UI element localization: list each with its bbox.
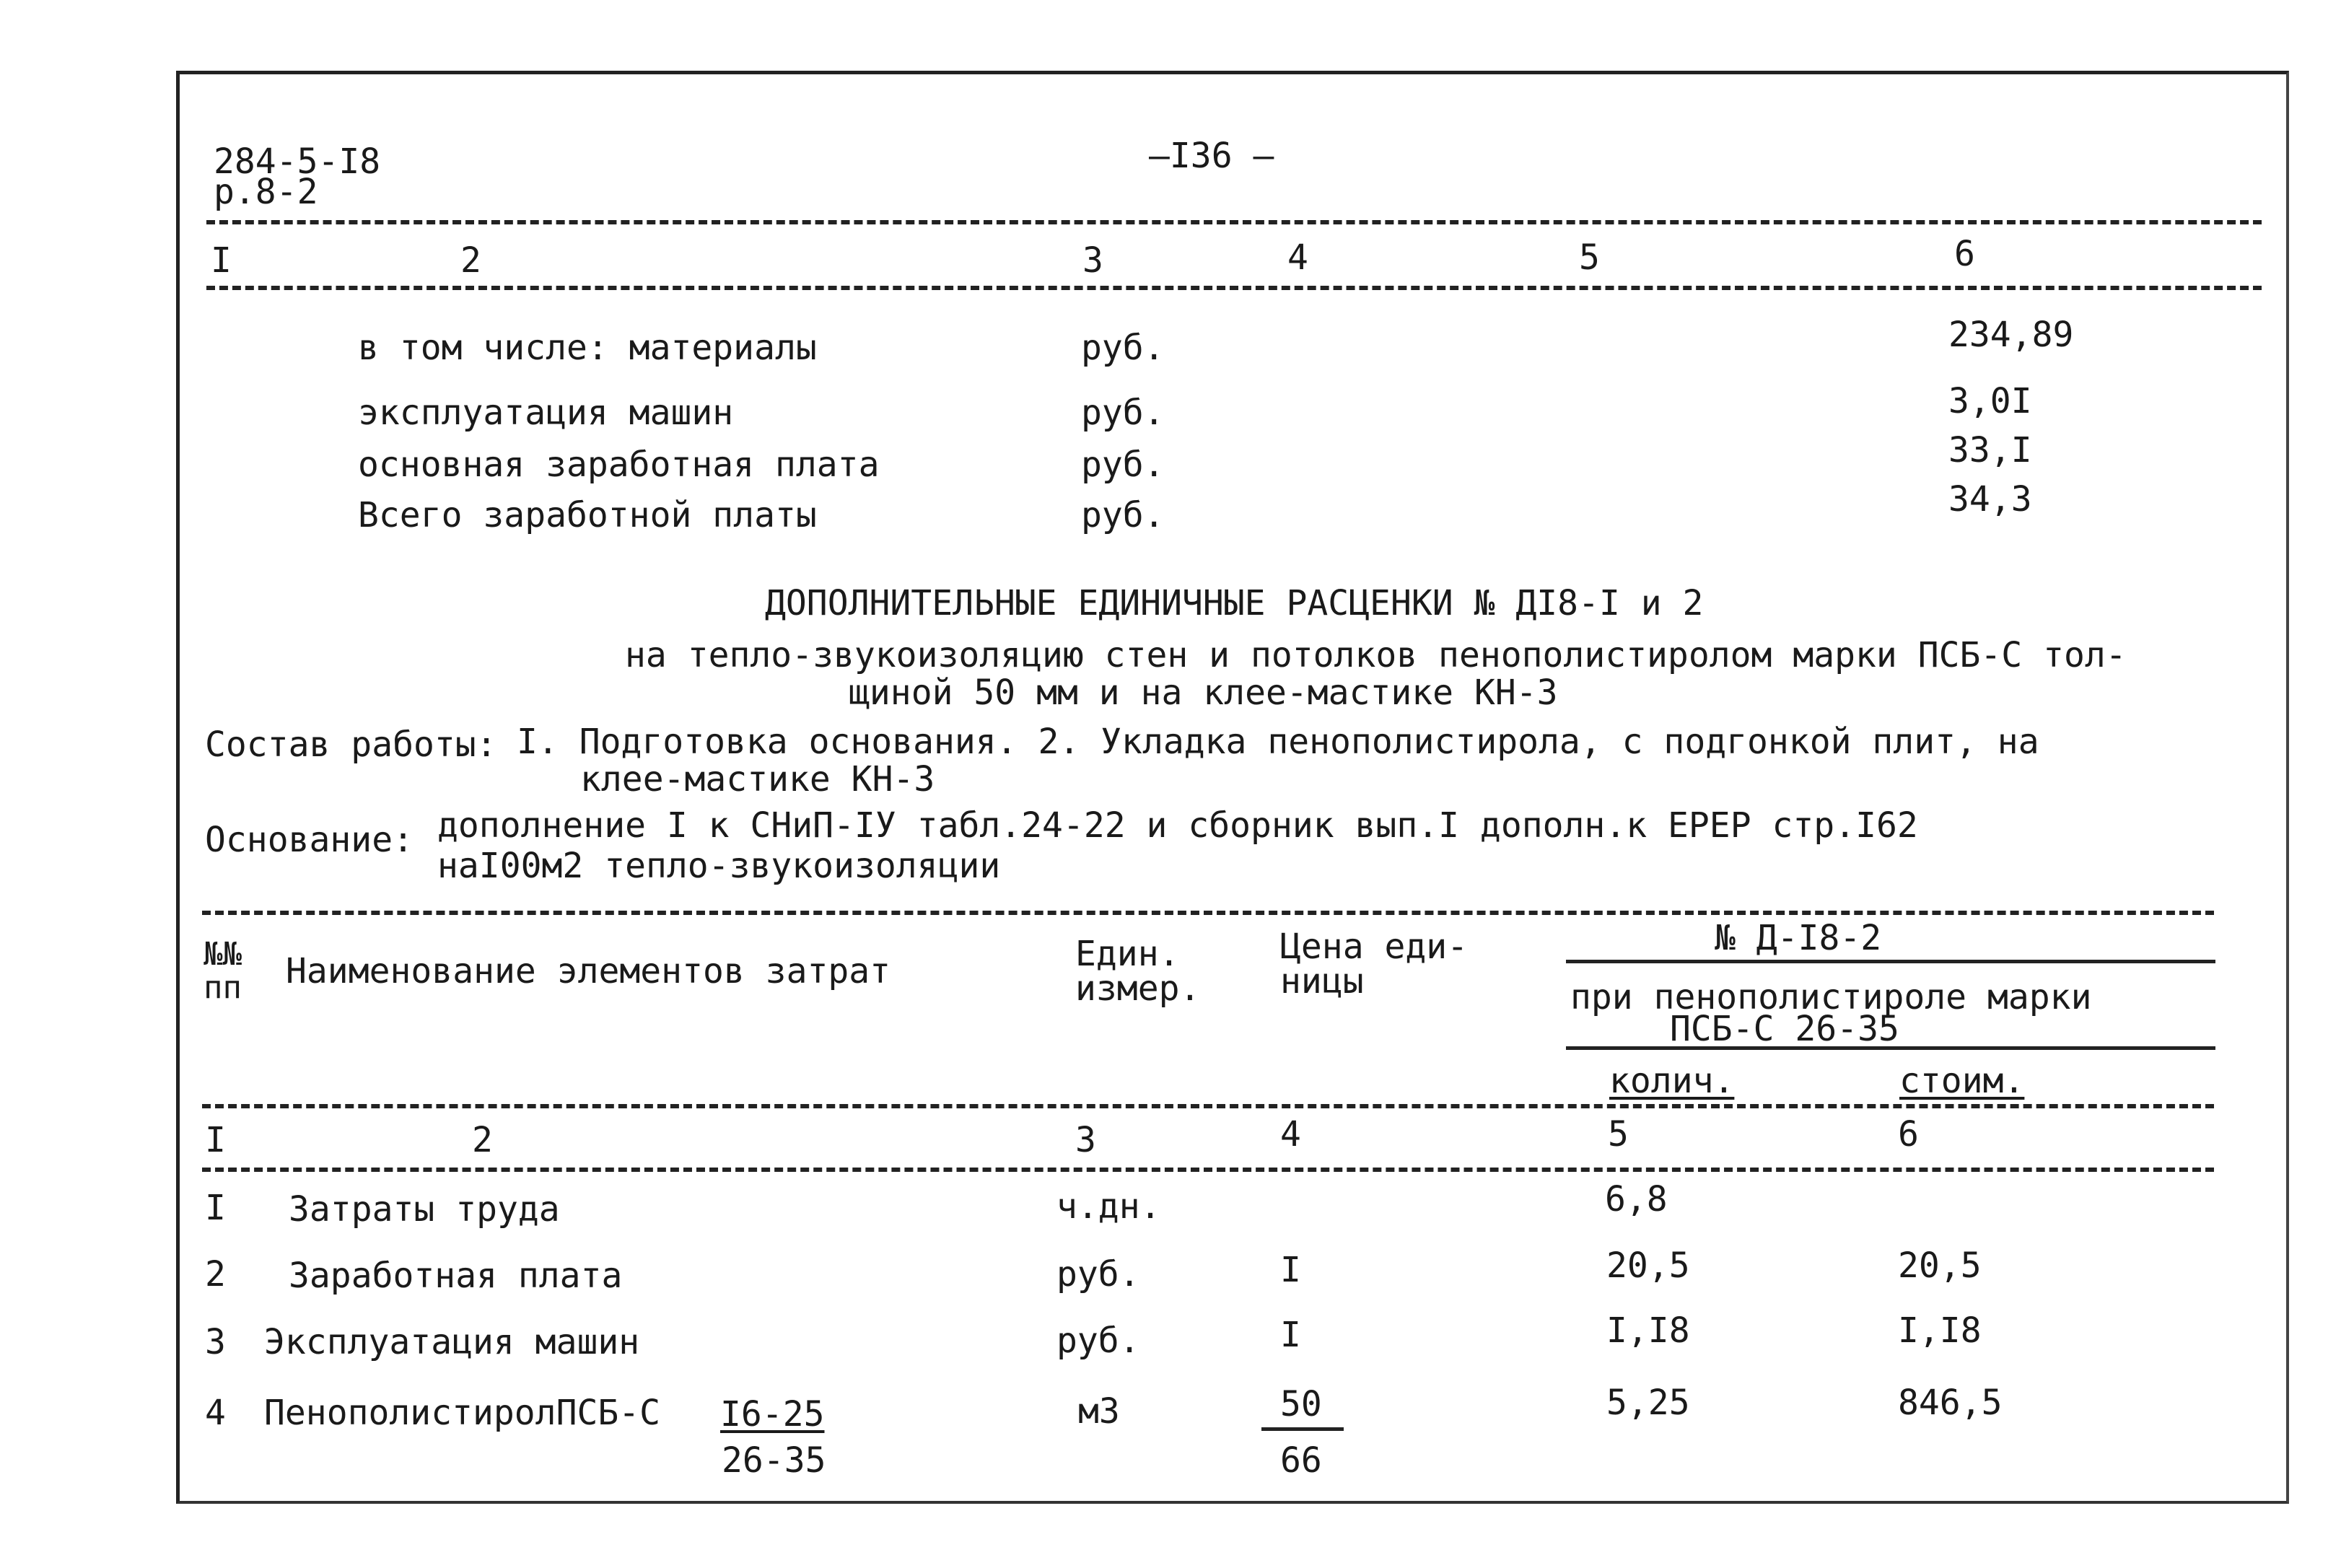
doc-code: 284-5-I8 bbox=[214, 141, 381, 182]
summary-unit: руб. bbox=[1081, 393, 1165, 433]
header-num: №№ пп bbox=[204, 936, 242, 1007]
summary-label: основная заработная плата bbox=[358, 444, 880, 485]
row-cost: I,I8 bbox=[1898, 1310, 1982, 1351]
col-number: I bbox=[211, 240, 232, 281]
header-cost: стоим. bbox=[1899, 1061, 2025, 1101]
work-text: клее-мастике КН-3 bbox=[580, 759, 935, 800]
section-subtitle: щиной 50 мм и на клее-мастике КН-3 bbox=[849, 673, 1558, 713]
work-label: Состав работы: bbox=[205, 724, 497, 765]
col-number: 2 bbox=[460, 240, 481, 281]
summary-label: Всего заработной платы bbox=[358, 495, 817, 535]
row-price-top: 50 bbox=[1280, 1384, 1322, 1424]
col-number: 3 bbox=[1075, 1120, 1096, 1160]
header-qty: колич. bbox=[1609, 1061, 1735, 1101]
row-unit: руб. bbox=[1056, 1254, 1140, 1295]
col-number: 5 bbox=[1579, 237, 1600, 278]
col-number: 4 bbox=[1280, 1114, 1301, 1155]
table-colnum-rule bbox=[202, 1168, 2214, 1172]
header-group: № Д-I8-2 bbox=[1715, 918, 1882, 958]
row-qty: I,I8 bbox=[1606, 1310, 1690, 1351]
price-fraction-rule bbox=[1261, 1427, 1344, 1431]
row-qty: 5,25 bbox=[1606, 1383, 1690, 1423]
basis-text: наI00м2 тепло-звукоизоляции bbox=[437, 846, 1001, 886]
header-unit: измер. bbox=[1075, 968, 1201, 1009]
row-qty: 6,8 bbox=[1605, 1179, 1668, 1219]
row-price: I bbox=[1280, 1315, 1301, 1355]
row-number: 2 bbox=[205, 1254, 226, 1295]
col-number: 5 bbox=[1608, 1114, 1629, 1155]
col-number: 3 bbox=[1082, 240, 1103, 281]
summary-unit: руб. bbox=[1081, 495, 1165, 535]
header-unit: Един. bbox=[1075, 934, 1180, 974]
summary-unit: руб. bbox=[1081, 444, 1165, 485]
row-name: ПенополистиролПСБ-С bbox=[264, 1393, 661, 1433]
row-unit: ч.дн. bbox=[1056, 1186, 1161, 1227]
header-subgroup: ПСБ-С 26-35 bbox=[1670, 1009, 1899, 1049]
section-subtitle: на тепло-звукоизоляцию стен и потолков пенополистиролом марки ПСБ-С тол- bbox=[625, 635, 2127, 675]
page-number: —I36 — bbox=[1149, 136, 1274, 176]
summary-label: в том числе: материалы bbox=[358, 328, 817, 368]
row-number: 4 bbox=[205, 1393, 226, 1433]
row-cost: 846,5 bbox=[1898, 1383, 2003, 1423]
col-number: 6 bbox=[1898, 1114, 1919, 1155]
summary-value: 234,89 bbox=[1948, 315, 2074, 355]
summary-unit: руб. bbox=[1081, 328, 1165, 368]
divider bbox=[206, 286, 2262, 290]
row-number: I bbox=[205, 1188, 226, 1228]
row-grade-top: I6-25 bbox=[720, 1394, 825, 1435]
header-group-rule bbox=[1566, 960, 2215, 963]
row-price: I bbox=[1280, 1250, 1301, 1290]
summary-value: 3,0I bbox=[1948, 381, 2032, 421]
row-name: Заработная плата bbox=[289, 1256, 623, 1296]
row-price-bottom: 66 bbox=[1280, 1440, 1322, 1481]
row-cost: 20,5 bbox=[1898, 1245, 1982, 1286]
col-number: 4 bbox=[1287, 237, 1308, 278]
header-subgroup-rule bbox=[1566, 1046, 2215, 1050]
row-unit: руб. bbox=[1056, 1320, 1140, 1361]
divider bbox=[206, 220, 2262, 224]
work-text: I. Подготовка основания. 2. Укладка пенополистирола, с подгонкой плит, на bbox=[517, 722, 2039, 762]
table-top-rule bbox=[202, 911, 2214, 915]
row-name: Затраты труда bbox=[289, 1189, 560, 1230]
summary-value: 34,3 bbox=[1948, 479, 2032, 520]
col-number: I bbox=[205, 1120, 226, 1160]
header-price: Цена еди- bbox=[1280, 927, 1469, 967]
summary-label: эксплуатация машин bbox=[358, 393, 734, 433]
basis-text: дополнение I к СНиП-IУ табл.24-22 и сборник вып.I дополн.к ЕРЕР стр.I62 bbox=[437, 805, 1918, 846]
header-name: Наименование элементов затрат bbox=[286, 951, 891, 991]
section-title: ДОПОЛНИТЕЛЬНЫЕ ЕДИНИЧНЫЕ РАСЦЕНКИ № ДI8-I и 2 bbox=[765, 583, 1704, 623]
header-price: ницы bbox=[1280, 961, 1364, 1002]
basis-label: Основание: bbox=[205, 820, 413, 860]
col-number: 2 bbox=[472, 1120, 493, 1160]
summary-value: 33,I bbox=[1948, 430, 2032, 470]
row-qty: 20,5 bbox=[1606, 1245, 1690, 1286]
row-number: 3 bbox=[205, 1322, 226, 1362]
row-grade-bottom: 26-35 bbox=[722, 1440, 826, 1481]
row-unit: м3 bbox=[1078, 1391, 1120, 1432]
doc-section: р.8-2 bbox=[214, 172, 318, 212]
row-name: Эксплуатация машин bbox=[264, 1322, 640, 1362]
header-subgroup: при пенополистироле марки bbox=[1570, 977, 2092, 1017]
table-header-rule bbox=[202, 1104, 2214, 1108]
col-number: 6 bbox=[1954, 234, 1975, 274]
